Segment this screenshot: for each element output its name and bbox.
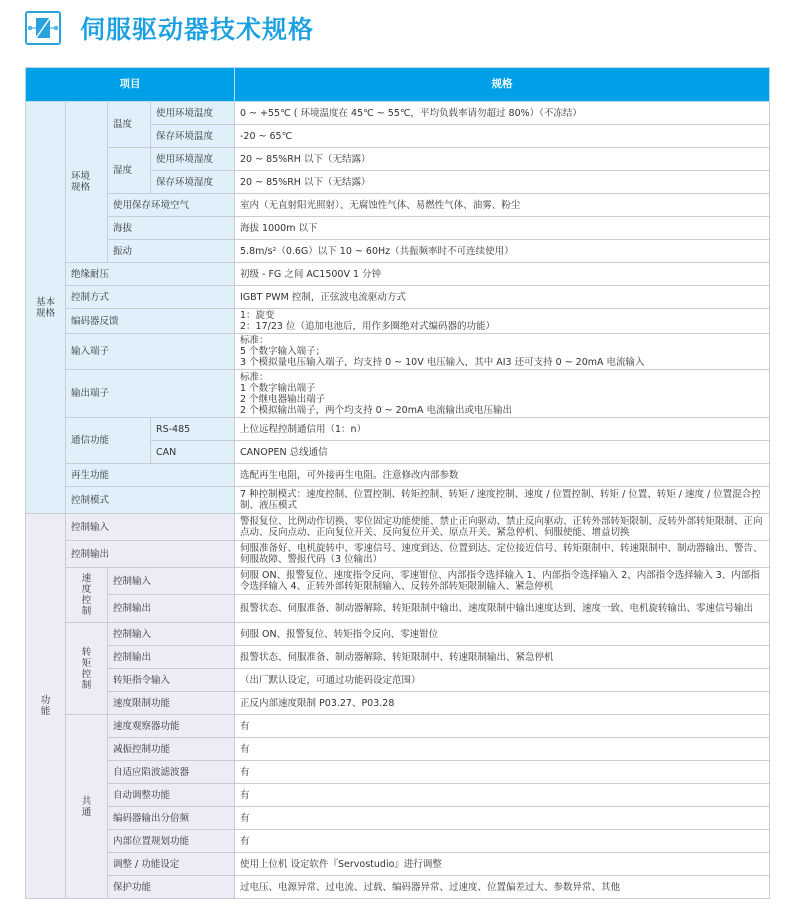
- row-value: 警报复位、比例动作切换、零位固定功能使能、禁止正向驱动、禁止反向驱动、正转外部转矩限制、反转外部转矩限制、正向点动、反向点动、正向复位开关、反向复位开关、原点开关、紧急停机、伺服使能、增益切换: [235, 514, 770, 541]
- row-value: 上位远程控制通信用（1：n）: [235, 418, 770, 441]
- spec-table: [25, 67, 770, 899]
- row-label: 控制输出: [66, 541, 235, 568]
- row-value: 报警状态、伺服准备、制动器解除、转矩限制中输出、速度限制中输出速度达到、速度一致、电机旋转输出、零速信号输出: [235, 595, 770, 623]
- header-spec: 规格: [235, 68, 770, 102]
- row-label: 速度限制功能: [108, 692, 235, 715]
- row-value: 选配再生电阻，可外接再生电阻。注意修改内部参数: [235, 464, 770, 487]
- row-label: 振动: [108, 240, 235, 263]
- section-function: 功 能: [26, 514, 66, 899]
- row-label: 编码器输出分倍频: [108, 807, 235, 830]
- row-value: 室内（无直射阳光照射）、无腐蚀性气体、易燃性气体、油雾、粉尘: [235, 194, 770, 217]
- row-label: 保存环境温度: [151, 125, 235, 148]
- row-value: 使用上位机 设定软件『Servostudio』进行调整: [235, 853, 770, 876]
- group-humidity: 湿度: [108, 148, 151, 194]
- row-label: 内部位置规划功能: [108, 830, 235, 853]
- row-value: 1：旋变 2：17/23 位（追加电池后，用作多圈绝对式编码器的功能）: [235, 309, 770, 334]
- row-label: 保存环境湿度: [151, 171, 235, 194]
- group-env: 环境 规格: [66, 102, 108, 263]
- row-value: -20 ~ 65℃: [235, 125, 770, 148]
- row-label: 再生功能: [66, 464, 235, 487]
- row-value: CANOPEN 总线通信: [235, 441, 770, 464]
- row-label: 自适应陷波滤波器: [108, 761, 235, 784]
- row-value: 有: [235, 784, 770, 807]
- row-label: 控制方式: [66, 286, 235, 309]
- row-value: IGBT PWM 控制，正弦波电流驱动方式: [235, 286, 770, 309]
- table-header-row: [26, 68, 770, 102]
- row-value: 伺服准备好、电机旋转中、零速信号、速度到达、位置到达、定位接近信号、转矩限制中、转速限制中、制动器输出、警告、伺服故障、警报代码（3 位输出）: [235, 541, 770, 568]
- row-label: 转矩指令输入: [108, 669, 235, 692]
- row-value: 标准： 1 个数字输出端子 2 个继电器输出端子 2 个模拟输出端子，两个均支持 0 ~ 20mA 电流输出或电压输出: [235, 370, 770, 418]
- row-label: 控制模式: [66, 487, 235, 514]
- row-label: 自动调整功能: [108, 784, 235, 807]
- group-torque-control: 转 矩 控 制: [66, 623, 108, 715]
- row-label: RS-485: [151, 418, 235, 441]
- row-value: 20 ~ 85%RH 以下（无结露）: [235, 148, 770, 171]
- group-temp: 温度: [108, 102, 151, 148]
- row-label: 速度观察器功能: [108, 715, 235, 738]
- row-label: 绝缘耐压: [66, 263, 235, 286]
- row-value: 报警状态、伺服准备、制动器解除、转矩限制中、转速限制输出、紧急停机: [235, 646, 770, 669]
- row-label: 控制输出: [108, 595, 235, 623]
- row-value: 伺服 ON、报警复位、转矩指令反向、零速钳位: [235, 623, 770, 646]
- row-label: 输出端子: [66, 370, 235, 418]
- row-value: 有: [235, 715, 770, 738]
- row-label: 编码器反馈: [66, 309, 235, 334]
- row-value: 有: [235, 761, 770, 784]
- row-label: 调整 / 功能设定: [108, 853, 235, 876]
- row-value: 5.8m/s²（0.6G）以下 10 ~ 60Hz（共振频率时不可连续使用）: [235, 240, 770, 263]
- group-common: 共 通: [66, 715, 108, 899]
- row-value: 有: [235, 830, 770, 853]
- row-label: 使用保存环境空气: [108, 194, 235, 217]
- row-value: 20 ~ 85%RH 以下（无结露）: [235, 171, 770, 194]
- page-header: [25, 10, 314, 46]
- row-value: （出厂默认设定，可通过功能码设定范围）: [235, 669, 770, 692]
- row-value: 有: [235, 807, 770, 830]
- row-label: CAN: [151, 441, 235, 464]
- page-title: 伺服驱动器技术规格: [80, 15, 315, 44]
- row-label: 海拔: [108, 217, 235, 240]
- row-label: 减振控制功能: [108, 738, 235, 761]
- row-label: 控制输入: [108, 568, 235, 595]
- section-basic: 基本 规格: [26, 102, 66, 514]
- row-label: 使用环境温度: [151, 102, 235, 125]
- row-value: 标准： 5 个数字输入端子； 3 个模拟量电压输入端子，均支持 0 ~ 10V 电压输入，其中 AI3 还可支持 0 ~ 20mA 电流输入: [235, 334, 770, 370]
- header-item: 项目: [26, 68, 235, 102]
- row-value: 过电压、电源异常、过电流、过载、编码器异常、过速度、位置偏差过大、参数异常、其他: [235, 876, 770, 899]
- row-label: 控制输出: [108, 646, 235, 669]
- row-label: 输入端子: [66, 334, 235, 370]
- row-value: 7 种控制模式：速度控制、位置控制、转矩控制、转矩 / 速度控制、速度 / 位置控制、转矩 / 位置、转矩 / 速度 / 位置混合控制、液压模式: [235, 487, 770, 514]
- group-speed-control: 速 度 控 制: [66, 568, 108, 623]
- row-value: 初级 - FG 之间 AC1500V 1 分钟: [235, 263, 770, 286]
- row-value: 有: [235, 738, 770, 761]
- row-value: 海拔 1000m 以下: [235, 217, 770, 240]
- row-value: 0 ~ +55℃ ( 环境温度在 45℃ ~ 55℃，平均负载率请勿超过 80%）（不冻结）: [235, 102, 770, 125]
- row-value: 正反内部速度限制 P03.27、P03.28: [235, 692, 770, 715]
- row-label: 保护功能: [108, 876, 235, 899]
- servo-drive-logo-icon: [25, 11, 61, 45]
- group-comm: 通信功能: [66, 418, 151, 464]
- row-label: 控制输入: [108, 623, 235, 646]
- row-label: 使用环境湿度: [151, 148, 235, 171]
- row-value: 伺服 ON、报警复位、速度指令反向、零速钳位、内部指令选择输入 1、内部指令选择输入 2、内部指令选择输入 3、内部指令选择输入 4、正转外部转矩限制输入、反转外部转矩限制输入、紧急停机: [235, 568, 770, 595]
- row-label: 控制输入: [66, 514, 235, 541]
